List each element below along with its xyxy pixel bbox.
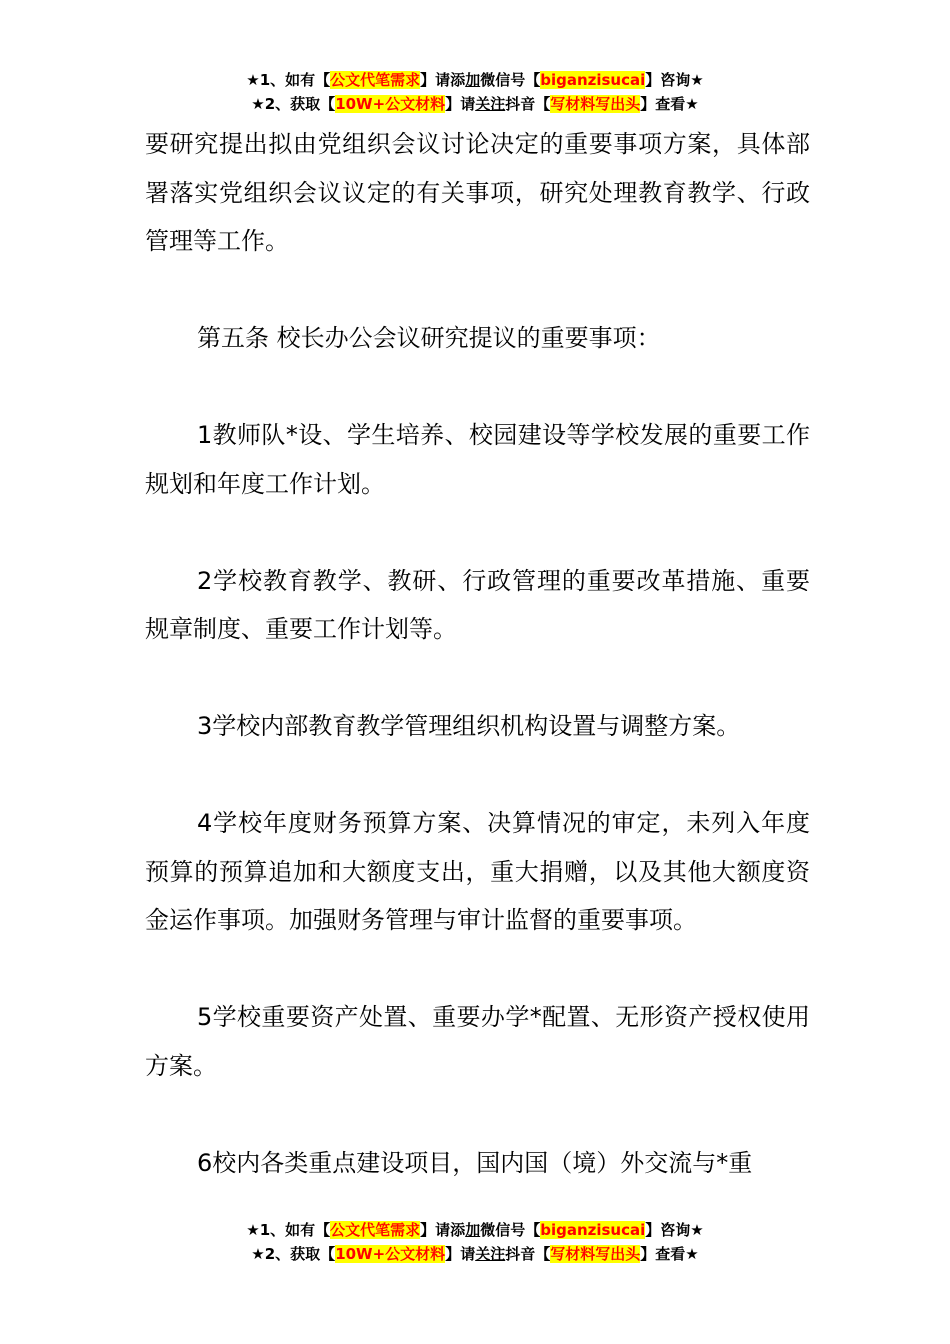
header-banner: [0, 68, 950, 116]
banner-highlight: 10W+公文材料: [335, 95, 446, 113]
list-item: 2学校教育教学、教研、行政管理的重要改革措施、重要规章制度、重要工作计划等。: [145, 566, 810, 643]
banner-text: ★1、如有【: [246, 71, 331, 89]
banner-line-2: [0, 92, 950, 116]
list-item: 4学校年度财务预算方案、决算情况的审定，未列入年度预算的预算追加和大额度支出，重大捐赠，以及其他大额度资金运作事项。加强财务管理与审计监督的重要事项。: [145, 809, 810, 934]
banner-highlight: 公文代笔需求: [330, 1221, 421, 1239]
banner-line-2: [0, 1242, 950, 1266]
banner-text: 】查看★: [640, 1245, 699, 1263]
banner-text: ★2、获取【: [251, 1245, 336, 1263]
banner-underline: 关注: [475, 1245, 506, 1263]
banner-text: 】请添: [420, 71, 466, 89]
banner-highlight: 10W+公文材料: [335, 1245, 446, 1263]
banner-text: 】请: [445, 95, 476, 113]
banner-text: 微信号【: [480, 71, 541, 89]
banner-text: 】咨询★: [645, 71, 704, 89]
paragraph: 要研究提出拟由党组织会议讨论决定的重要事项方案，具体部署落实党组织会议议定的有关事项，研究处理教育教学、行政管理等工作。: [145, 130, 810, 255]
banner-text: 抖音【: [505, 95, 551, 113]
banner-text: ★1、如有【: [246, 1221, 331, 1239]
document-body: [145, 120, 810, 1187]
banner-line-1: [0, 1218, 950, 1242]
banner-underline: 加: [465, 1221, 481, 1239]
banner-highlight: biganzisucai: [540, 1221, 646, 1239]
list-item: 3学校内部教育教学管理组织机构设置与调整方案。: [197, 712, 741, 740]
article-heading: 第五条 校长办公会议研究提议的重要事项：: [197, 324, 661, 352]
banner-highlight: biganzisucai: [540, 71, 646, 89]
list-item: 1教师队*设、学生培养、校园建设等学校发展的重要工作规划和年度工作计划。: [145, 421, 810, 498]
banner-text: 微信号【: [480, 1221, 541, 1239]
banner-text: 】请添: [420, 1221, 466, 1239]
list-item: 5学校重要资产处置、重要办学*配置、无形资产授权使用方案。: [145, 1003, 810, 1080]
banner-text: 】咨询★: [645, 1221, 704, 1239]
banner-text: 】请: [445, 1245, 476, 1263]
banner-underline: 加: [465, 71, 481, 89]
footer-banner: [0, 1218, 950, 1266]
banner-highlight: 写材料写出头: [550, 1245, 641, 1263]
banner-text: 抖音【: [505, 1245, 551, 1263]
banner-text: 】查看★: [640, 95, 699, 113]
banner-highlight: 公文代笔需求: [330, 71, 421, 89]
banner-highlight: 写材料写出头: [550, 95, 641, 113]
banner-text: ★2、获取【: [251, 95, 336, 113]
banner-line-1: [0, 68, 950, 92]
banner-underline: 关注: [475, 95, 506, 113]
list-item: 6校内各类重点建设项目，国内国（境）外交流与*重: [197, 1148, 753, 1177]
